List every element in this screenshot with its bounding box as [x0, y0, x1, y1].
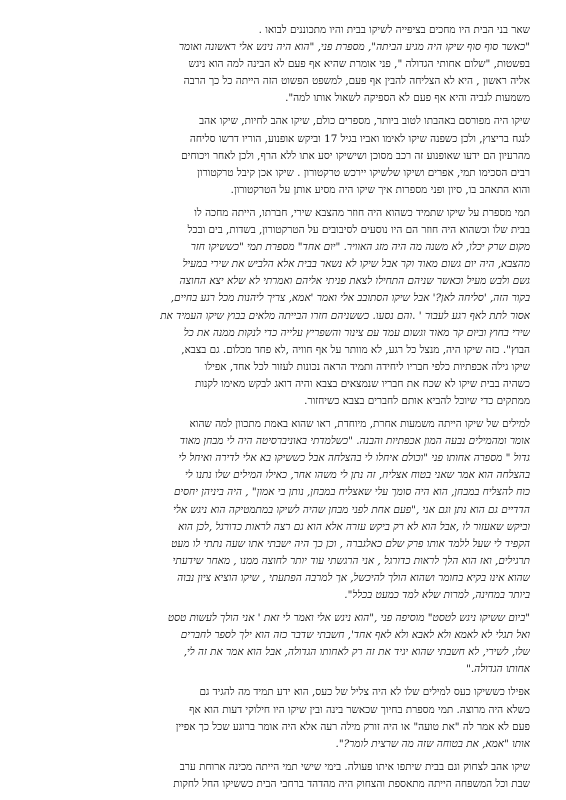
- text-line: לנגח בריצוץ, ולכן כשפנה שיקו לאימו ואביו בגיל 17 וביקש אופנוע, הוריו דרשו סליחה: [189, 132, 530, 145]
- text-line: הקפיד לי שעל ללמד אותו פרק שלם כאלגברה , וכן כך היה ישבתי אתו שעה נתתי לו מעט: [171, 537, 530, 550]
- text-line: שירי בחוץ וביום קר מאוד וגשום עמד עם צינור והשפריץ עלייה כדי לנקות ממנה את כל: [183, 326, 530, 339]
- paragraph: [30, 416, 530, 604]
- text-line: תמי מספרת על שיקו שתמיד כשהוא היה חוזר מהצבא שירי, חברתו, הייתה מחכה לו: [194, 206, 530, 219]
- text-line: ממתקים כדי שיוכל להביא אותם לחברים בצבא כשיחזור.: [304, 394, 530, 407]
- text-line: שלו, לשירי, לא חשבתי שהוא יגיד את זה רק לאחותו הגדולה, אבל הוא אמר את זה לי,: [183, 646, 530, 659]
- text-line: שאר בני הבית היו מחכים בציפייה לשיקו בבית והיו מתכוננים לבואו .: [258, 24, 530, 36]
- text-line: משמעות לגביה והיא אף פעם לא הספיקה לשאול אותו למה".: [285, 92, 530, 105]
- text-line: מהרעיון הם ידעו שאופנוע זה רכב מסוכן ושישיקו יסע אתו ללא הרף, ולכן לאחר ויכוחים: [181, 149, 530, 162]
- text-line: וביקש שאעזור לו ,אבל הוא לא רק ביקש עזרה אלא הוא גם רצה לראות כדורגל ,לכן הוא: [178, 520, 530, 533]
- text-line: "כאשר סוף סוף שיקו היה מגיע הביתה", מספרת פני, "הוא היה נינש אלי ראשונה ואומר: [178, 41, 530, 54]
- text-line: הבוץ". כזה שיקו היה, מנצל כל רגע, לא מוותר על אף חוויה ,לא פחד מכלום. גם בצבא,: [181, 343, 530, 356]
- text-line: מהצבא, היה יום גשום מאוד וקר אבל שיקו לא נשאר בבית אלא הלביש את שירי במעיל: [182, 258, 530, 271]
- text-line: בקור הזה, 'סליחה לאן?' אבל שיקו הסתובב אלי ואמר 'אמא, צריך ליהנות מכל רגע בחיים,: [170, 292, 530, 305]
- paragraph: [30, 759, 530, 793]
- text-line: בבית שלו וכשהוא היה חוזר הם היו נוסעים לסיבובים על הטרקטורון, בשדות, בים ובכל: [187, 224, 530, 237]
- text-line: אסור לתת לאף רגע לעבור ' .והם נסעו. כששניהם חזרו הבייתה מלאים בבוץ שיקו העמיד את: [160, 309, 530, 322]
- text-line: פעם לא אמר לה "את טועה" או היה זורק מילה רעה אלא היה אומר ברוגע שכל כך אפיין: [175, 720, 530, 733]
- text-line: רבים הסכימו תמי, אפרים ושיקו שלשיקו יירכש טרקטורון . שיקו אכן קיבל טרקטורון: [197, 166, 530, 179]
- text-line: גשם ולבש מעיל וכאשר שניהם התחילו לצאת פניתי אליהם ואמרתי לא שלא יצא החוצה: [179, 275, 530, 288]
- text-line: למילים של שיקו הייתה משמעות אחרת, מיוחדת, ראו שהוא באמת מתכוון למה שהוא: [189, 418, 530, 431]
- text-line: "ביום ששיקו ניגש לטסט" מוסיפה פני ,"הוא ניגש אלי ואמר לי זאת ' אני הולך לעשות טסט: [167, 612, 530, 625]
- paragraph: [30, 113, 530, 198]
- text-line: שהוא אינו בקיא בחומר ושהוא הולך להיכשל, אך למרבה הפתעתי , שיקו הוציא ציון נבוה: [177, 571, 530, 584]
- text-line: ואל תגלי לא לאמא ולא לאבא ולא לאף אחד', חשבתי שדבר כזה הוא ילך לספר לחברים: [180, 629, 530, 642]
- paragraph: [30, 22, 530, 107]
- text-line: ביותר במחינה, למרות שלא למד כמעט בכלל".: [344, 589, 530, 601]
- paragraph: [30, 684, 530, 752]
- text-line: אליה ראשון , היא לא הצליחה להבין אף פעם, למשפט הפשוט הזה הייתה כל כך הרבה: [183, 75, 530, 88]
- text-line: בפשטות, "שלום אחותי הגדולה ", פני אומרת שהיא אף פעם לא הבינה למה הוא ניגש: [188, 58, 530, 71]
- text-line: מקום שרק יכלו, לא משנה מה היה מזג האוויר. "יום אחד" מספרת תמי "כששיקו חזר: [190, 241, 530, 254]
- text-line: אחותו הגדולה.": [466, 663, 530, 676]
- text-line: אפילו כששיקו כעס למילים שלו לא היה צליל של כעס, הוא ידע תמיד מה להגיד גם: [199, 686, 530, 699]
- text-line: גדול " מספרה אחותו פני "וכולם איחלו לי בהצלחה אבל כששיקו בא אלי לדירה ואיחל לי: [178, 452, 530, 465]
- text-line: כשלא היה מרוצה. תמי מספרת בחיוך שכאשר בינה ובין שיקו היו חילוקי דעות הוא אף: [189, 703, 530, 716]
- text-line: כשהיה בבית שיקו לא שכח את חבריו שנמצאים בצבא והיה דואג לבקש מאימו לקנות: [195, 377, 530, 390]
- text-line: שיקו היה מפורסם באהבתו לטוב ביותר, מספרים כולם, שיקו אהב לחיות, שיקו אהב: [199, 115, 530, 128]
- paragraph: [30, 610, 530, 678]
- text-line: תרגילים, ואז הוא הלך לראות כדורגל , אני הרגשתי עוד יותר לחוצה ממנו , מאחר שידעתי: [172, 554, 530, 567]
- paragraph: [30, 205, 530, 410]
- text-line: בהצלחה הוא אמר שאני בטוח אצליח, זה נתן לי משהו אחר, כאילו המילים שלו נתנו לי: [185, 469, 530, 482]
- text-line: הדדיים גם הוא נתן וגם אני ,"פעם אחת לפני מבחן שהיה לשיקו במתמטיקה הוא ניגש אלי: [173, 503, 530, 516]
- text-line: שיקו אהב לצחוק וגם בבית שיתפו איתו פעולה. בימי שישי תמי הייתה מכינה ארוחת ערב: [179, 760, 530, 773]
- text-line: שבת וכל המשפחה הייתה מתאספת והצחוק היה מהדהד ברחבי הבית כששיקו החל לחקות: [173, 777, 530, 790]
- text-line: אותו "אמא, את בטוחה שזה מה שרצית לומר?".: [335, 737, 530, 750]
- text-line: אומר ומהמילים נבעה המון אכפתיות והבנה. "כשלמדתי באוניברסיטה היה לי מבחן מאוד: [179, 435, 530, 448]
- text-line: והוא התאהב בו, סיון ופני מספרות איך שיקו היה מסיע אותן על הטרקטורון.: [230, 183, 530, 196]
- text-line: כוח להצליח במבחן, הוא היה סומך עלי שאצליח במבחן, נותן בי אמון" , היה ביניהן יחסים: [173, 486, 530, 499]
- text-line: שיקו גילה אכפתיות כלפי חבריו ליחידה ותמיד הראה נכונות לעזור לכל אחד, אפילו: [204, 360, 530, 373]
